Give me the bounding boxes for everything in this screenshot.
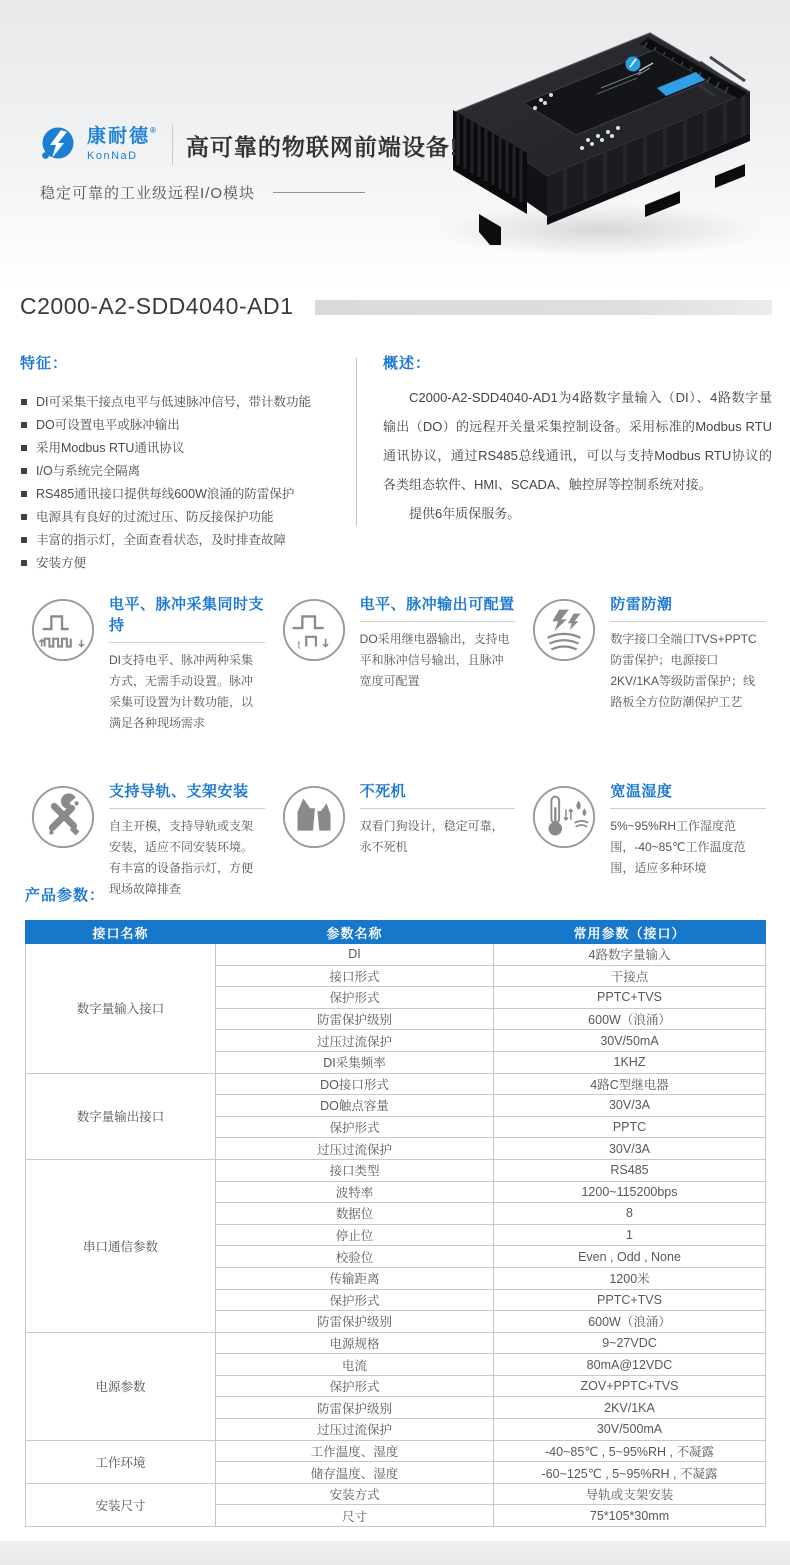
param-name-cell: 保护形式 [216,1116,494,1138]
param-value-cell: -60~125℃ , 5~95%RH , 不凝露 [494,1462,766,1484]
param-name-cell: 接口形式 [216,965,494,987]
table-row [26,1332,766,1354]
brand-header [38,124,459,166]
param-name-cell: 保护形式 [216,987,494,1009]
param-value-cell: PPTC+TVS [494,987,766,1009]
tools-mount-icon [30,784,96,850]
param-value-cell: 1200米 [494,1267,766,1289]
brand-name-block [87,127,158,164]
param-value-cell: 8 [494,1203,766,1225]
param-value-cell: -40~85℃ , 5~95%RH , 不凝露 [494,1440,766,1462]
param-name-cell: 安装方式 [216,1483,494,1505]
highlight-desc: 双看门狗设计，稳定可靠，永不死机 [359,819,504,854]
title-accent-bar [315,300,772,315]
feature-item: 丰富的指示灯，全面查看状态，及时排查故障 [20,531,356,549]
param-value-cell: 80mA@12VDC [494,1354,766,1376]
param-name-cell: 过压过流保护 [216,1419,494,1441]
highlight-text [360,780,516,858]
highlight-desc: 自主开模，支持导轨或支架安装，适应不同安装环境。有丰富的设备指示灯，方便现场故障排查 [109,819,254,896]
param-value-cell: 30V/3A [494,1138,766,1160]
param-value-cell: 75*105*30mm [494,1505,766,1527]
param-value-cell: RS485 [494,1159,766,1181]
highlight-desc: DI支持电平、脉冲两种采集方式，无需手动设置。脉冲采集可设置为计数功能，以满足各种现场需求 [109,653,254,730]
param-name-cell: 过压过流保护 [216,1030,494,1052]
konnad-logo-icon [38,124,80,166]
table-column-header: 接口名称 [26,921,216,944]
param-name-cell: 保护形式 [216,1375,494,1397]
param-value-cell: 4路C型继电器 [494,1073,766,1095]
features-heading: 特征： [20,355,69,372]
parameters-table [25,920,766,1527]
param-value-cell: 600W（浪涌） [494,1311,766,1333]
param-name-cell: 数据位 [216,1203,494,1225]
param-value-cell: PPTC [494,1116,766,1138]
param-name-cell: DO接口形式 [216,1073,494,1095]
param-name-cell: DI采集频率 [216,1051,494,1073]
param-name-cell: 过压过流保护 [216,1138,494,1160]
param-name-cell: 防雷保护级别 [216,1311,494,1333]
overview-heading: 概述： [383,355,432,372]
highlight-card [281,780,516,900]
param-name-cell: 波特率 [216,1181,494,1203]
param-name-cell: 电流 [216,1354,494,1376]
feature-item: I/O与系统完全隔离 [20,462,356,480]
param-name-cell: 停止位 [216,1224,494,1246]
param-value-cell: 1KHZ [494,1051,766,1073]
table-row [26,1483,766,1505]
highlight-card [30,593,265,734]
param-value-cell: 600W（浪涌） [494,1008,766,1030]
interface-group-cell: 串口通信参数 [26,1159,216,1332]
interface-group-cell: 工作环境 [26,1440,216,1483]
feature-overview-columns [20,352,772,577]
highlight-title: 不死机 [360,780,516,809]
brand-subtitle-row [40,182,365,203]
param-value-cell: Even , Odd , None [494,1246,766,1268]
product-model-title: C2000-A2-SDD4040-AD1 [20,293,294,319]
param-name-cell: 接口类型 [216,1159,494,1181]
brand-subtitle: 稳定可靠的工业级远程I/O模块 [40,185,256,202]
param-value-cell: 1200~115200bps [494,1181,766,1203]
param-value-cell: 30V/50mA [494,1030,766,1052]
param-value-cell: 30V/500mA [494,1419,766,1441]
highlight-title: 防雷防潮 [610,593,766,622]
highlight-desc: 5%~95%RH工作湿度范围，-40~85℃工作温度范围，适应多种环境 [610,819,746,875]
temp-humidity-icon [531,784,597,850]
highlight-title: 支持导轨、支架安装 [109,780,265,809]
interface-group-cell: 数字量输出接口 [26,1073,216,1159]
param-name-cell: 防雷保护级别 [216,1008,494,1030]
svg-text:t: t [297,639,301,652]
param-name-cell: 保护形式 [216,1289,494,1311]
table-row [26,1440,766,1462]
overview-paragraph: C2000-A2-SDD4040-AD1为4路数字量输入（DI）、4路数字量输出（DO）的远程开关量采集控制设备。采用标准的Modbus RTU通讯协议，通过RS485总线通讯，可以与支持Modbus RTU协议的各类组态软件、HMI、SCADA、触控屏等控制系统对接。 [383,390,772,492]
param-name-cell: 工作温度、湿度 [216,1440,494,1462]
highlight-title: 宽温湿度 [610,780,766,809]
highlight-grid [30,593,766,900]
highlight-text [109,780,265,900]
highlight-card [531,593,766,734]
highlight-desc: 数字接口全端口TVS+PPTC防雷保护；电源接口2KV/1KA等级防雷保护；线路板全方位防潮保护工艺 [610,632,757,709]
watchdog-icon [281,784,347,850]
overview-section [357,352,772,577]
param-name-cell: 校验位 [216,1246,494,1268]
logo-divider [172,125,173,165]
brand-tagline: 高可靠的物联网前端设备! [185,133,459,160]
interface-group-cell: 电源参数 [26,1332,216,1440]
footer-gradient-band [0,1541,790,1565]
param-value-cell: 1 [494,1224,766,1246]
registered-mark: ® [150,125,158,135]
interface-group-cell: 安装尺寸 [26,1483,216,1526]
param-value-cell: 30V/3A [494,1095,766,1117]
parameters-section [25,884,765,1527]
highlight-title: 电平、脉冲采集同时支持 [109,593,265,643]
highlight-text [109,593,265,734]
highlight-text [610,780,766,879]
param-value-cell: 干接点 [494,965,766,987]
param-name-cell: 储存温度、湿度 [216,1462,494,1484]
param-name-cell: DI [216,944,494,966]
table-column-header: 参数名称 [216,921,494,944]
feature-item: RS485通讯接口提供每线600W浪涌的防雷保护 [20,485,356,503]
highlight-card [281,593,516,734]
param-name-cell: 防雷保护级别 [216,1397,494,1419]
lightning-protection-icon [531,597,597,663]
features-section [20,352,356,577]
param-name-cell: 传输距离 [216,1267,494,1289]
parameters-heading: 产品参数： [25,887,106,904]
param-value-cell: 导轨或支架安装 [494,1483,766,1505]
highlight-title: 电平、脉冲输出可配置 [360,593,516,622]
feature-item: 安装方便 [20,554,356,572]
feature-item: DO可设置电平或脉冲输出 [20,416,356,434]
param-value-cell: 4路数字量输入 [494,944,766,966]
feature-list [20,393,356,572]
param-name-cell: 电源规格 [216,1332,494,1354]
pulse-output-icon [281,597,347,663]
model-title-row [20,293,772,320]
overview-body [383,383,772,528]
table-column-header: 常用参数（接口） [494,921,766,944]
highlight-desc: DO采用继电器输出，支持电平和脉冲信号输出，且脉冲宽度可配置 [359,632,510,688]
pulse-capture-icon [30,597,96,663]
table-row [26,944,766,966]
table-row [26,1159,766,1181]
overview-paragraph: 提供6年质保服务。 [409,506,521,521]
subtitle-rule [273,192,365,193]
brand-name-en: KonNaD [87,149,138,162]
highlight-text [610,593,766,713]
feature-item: DI可采集干接点电平与低速脉冲信号，带计数功能 [20,393,356,411]
param-value-cell: ZOV+PPTC+TVS [494,1375,766,1397]
param-value-cell: 2KV/1KA [494,1397,766,1419]
param-value-cell: 9~27VDC [494,1332,766,1354]
param-name-cell: DO触点容量 [216,1095,494,1117]
table-row [26,1073,766,1095]
brand-name-cn: 康耐德® [87,125,158,147]
highlight-card [531,780,766,900]
highlight-text [360,593,516,692]
param-name-cell: 尺寸 [216,1505,494,1527]
param-value-cell: PPTC+TVS [494,1289,766,1311]
feature-item: 采用Modbus RTU通讯协议 [20,439,356,457]
highlight-card [30,780,265,900]
table-header-row [26,921,766,944]
interface-group-cell: 数字量输入接口 [26,944,216,1074]
feature-item: 电源具有良好的过流过压、防反接保护功能 [20,508,356,526]
